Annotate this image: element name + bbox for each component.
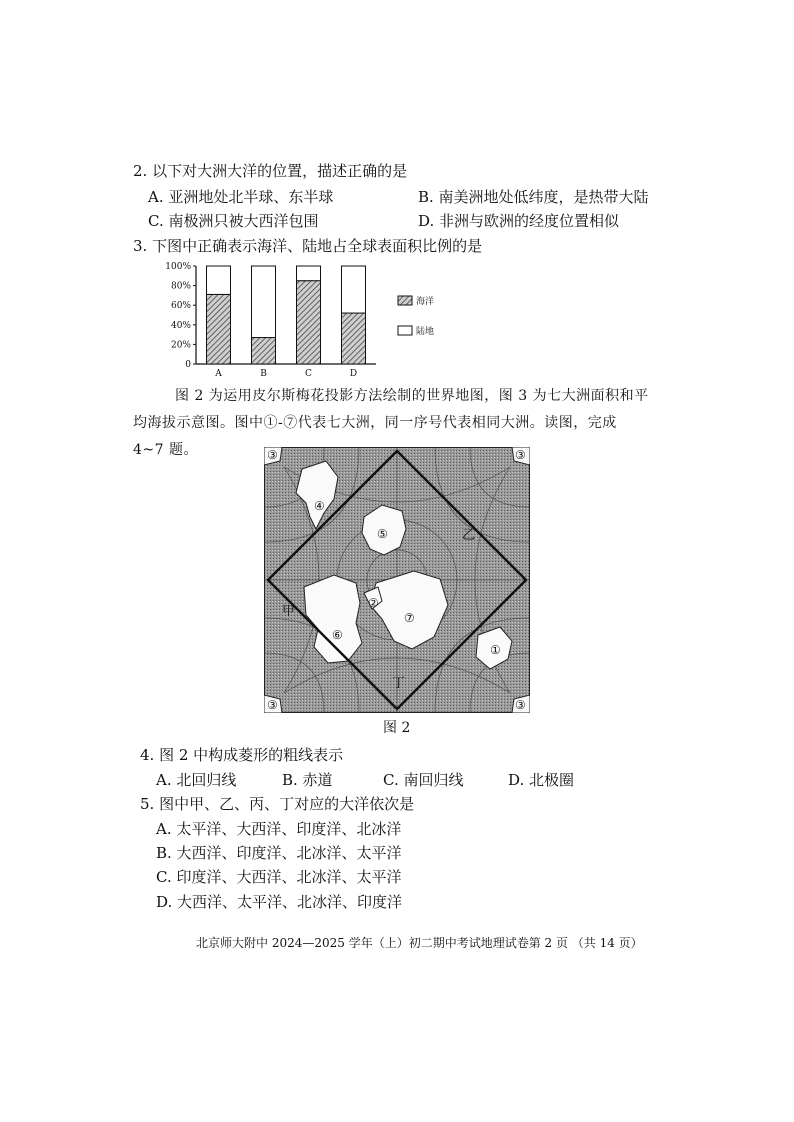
ocean-label-ding: 丁 — [392, 676, 406, 691]
x-tick-label-D: D — [349, 369, 358, 379]
q3-stem: 3. 下图中正确表示海洋、陆地占全球表面积比例的是 — [133, 237, 483, 255]
q5-option-b: B. 大西洋、印度洋、北冰洋、太平洋 — [156, 844, 402, 862]
bar-land-C — [297, 266, 321, 281]
q4-option-a: A. 北回归线 — [156, 771, 237, 789]
x-tick-label-B: B — [260, 369, 267, 379]
y-tick-label: 0 — [185, 360, 191, 370]
y-tick-label: 60% — [170, 301, 191, 312]
continent-label-3-bl: ③ — [267, 698, 278, 712]
ocean-label-jia: 甲 — [282, 604, 296, 619]
continent-label-3-br: ③ — [515, 698, 526, 712]
x-tick-label-C: C — [305, 369, 312, 379]
y-tick-label: 80% — [170, 281, 191, 292]
q4-option-c: C. 南回归线 — [383, 771, 464, 789]
page-footer: 北京师大附中 2024—2025 学年（上）初二期中考试地理试卷第 2 页 （共 14 页） — [196, 936, 643, 950]
peirce-quincuncial-map — [264, 447, 530, 713]
continent-label-1: ① — [490, 643, 501, 657]
q2-option-d: D. 非洲与欧洲的经度位置相似 — [418, 212, 620, 230]
legend-label-1: 陆地 — [416, 327, 435, 337]
bar-ocean-D — [342, 313, 366, 364]
q5-option-d: D. 大西洋、太平洋、北冰洋、印度洋 — [156, 893, 403, 911]
y-tick-label: 100% — [165, 262, 191, 272]
intro-line-2: 均海拔示意图。图中①-⑦代表七大洲，同一序号代表相同大洲。读图，完成 — [133, 415, 617, 431]
land-ocean-bar-chart — [160, 256, 450, 380]
bar-land-B — [252, 266, 276, 338]
bar-ocean-A — [207, 294, 231, 364]
ocean-label-yi: 乙 — [462, 528, 476, 543]
bar-land-D — [342, 266, 366, 313]
y-tick-label: 40% — [170, 320, 191, 331]
legend-swatch-0 — [398, 296, 412, 305]
bar-ocean-C — [297, 281, 321, 364]
continent-label-3-tl: ③ — [267, 448, 278, 462]
q5-stem: 5. 图中甲、乙、丙、丁对应的大洋依次是 — [140, 795, 415, 813]
bar-ocean-B — [252, 338, 276, 364]
continent-label-4: ④ — [314, 499, 325, 513]
bar-land-A — [207, 266, 231, 294]
x-tick-label-A: A — [215, 369, 222, 379]
q2-option-b: B. 南美洲地处低纬度，是热带大陆 — [418, 188, 649, 206]
q2-stem: 2. 以下对大洲大洋的位置，描述正确的是 — [133, 162, 408, 180]
continent-label-2: ② — [368, 596, 379, 610]
map-caption: 图 2 — [383, 720, 411, 736]
continent-label-6: ⑥ — [332, 628, 343, 642]
q5-option-c: C. 印度洋、大西洋、北冰洋、太平洋 — [156, 868, 402, 886]
intro-line-1: 图 2 为运用皮尔斯梅花投影方法绘制的世界地图，图 3 为七大洲面积和平 — [175, 388, 649, 404]
legend-label-0: 海洋 — [416, 297, 435, 307]
legend-swatch-1 — [398, 326, 412, 335]
q2-option-a: A. 亚洲地处北半球、东半球 — [148, 188, 334, 206]
continent-label-3-tr: ③ — [515, 448, 526, 462]
q4-stem: 4. 图 2 中构成菱形的粗线表示 — [140, 746, 344, 764]
q4-option-d: D. 北极圈 — [508, 771, 575, 789]
intro-line-3: 4~7 题。 — [133, 442, 198, 458]
q2-option-c: C. 南极洲只被大西洋包围 — [148, 212, 319, 230]
continent-label-7: ⑦ — [404, 611, 415, 625]
q4-option-b: B. 赤道 — [282, 771, 333, 789]
q5-option-a: A. 太平洋、大西洋、印度洋、北冰洋 — [156, 820, 402, 838]
continent-label-5: ⑤ — [377, 527, 388, 541]
y-tick-label: 20% — [170, 340, 191, 351]
